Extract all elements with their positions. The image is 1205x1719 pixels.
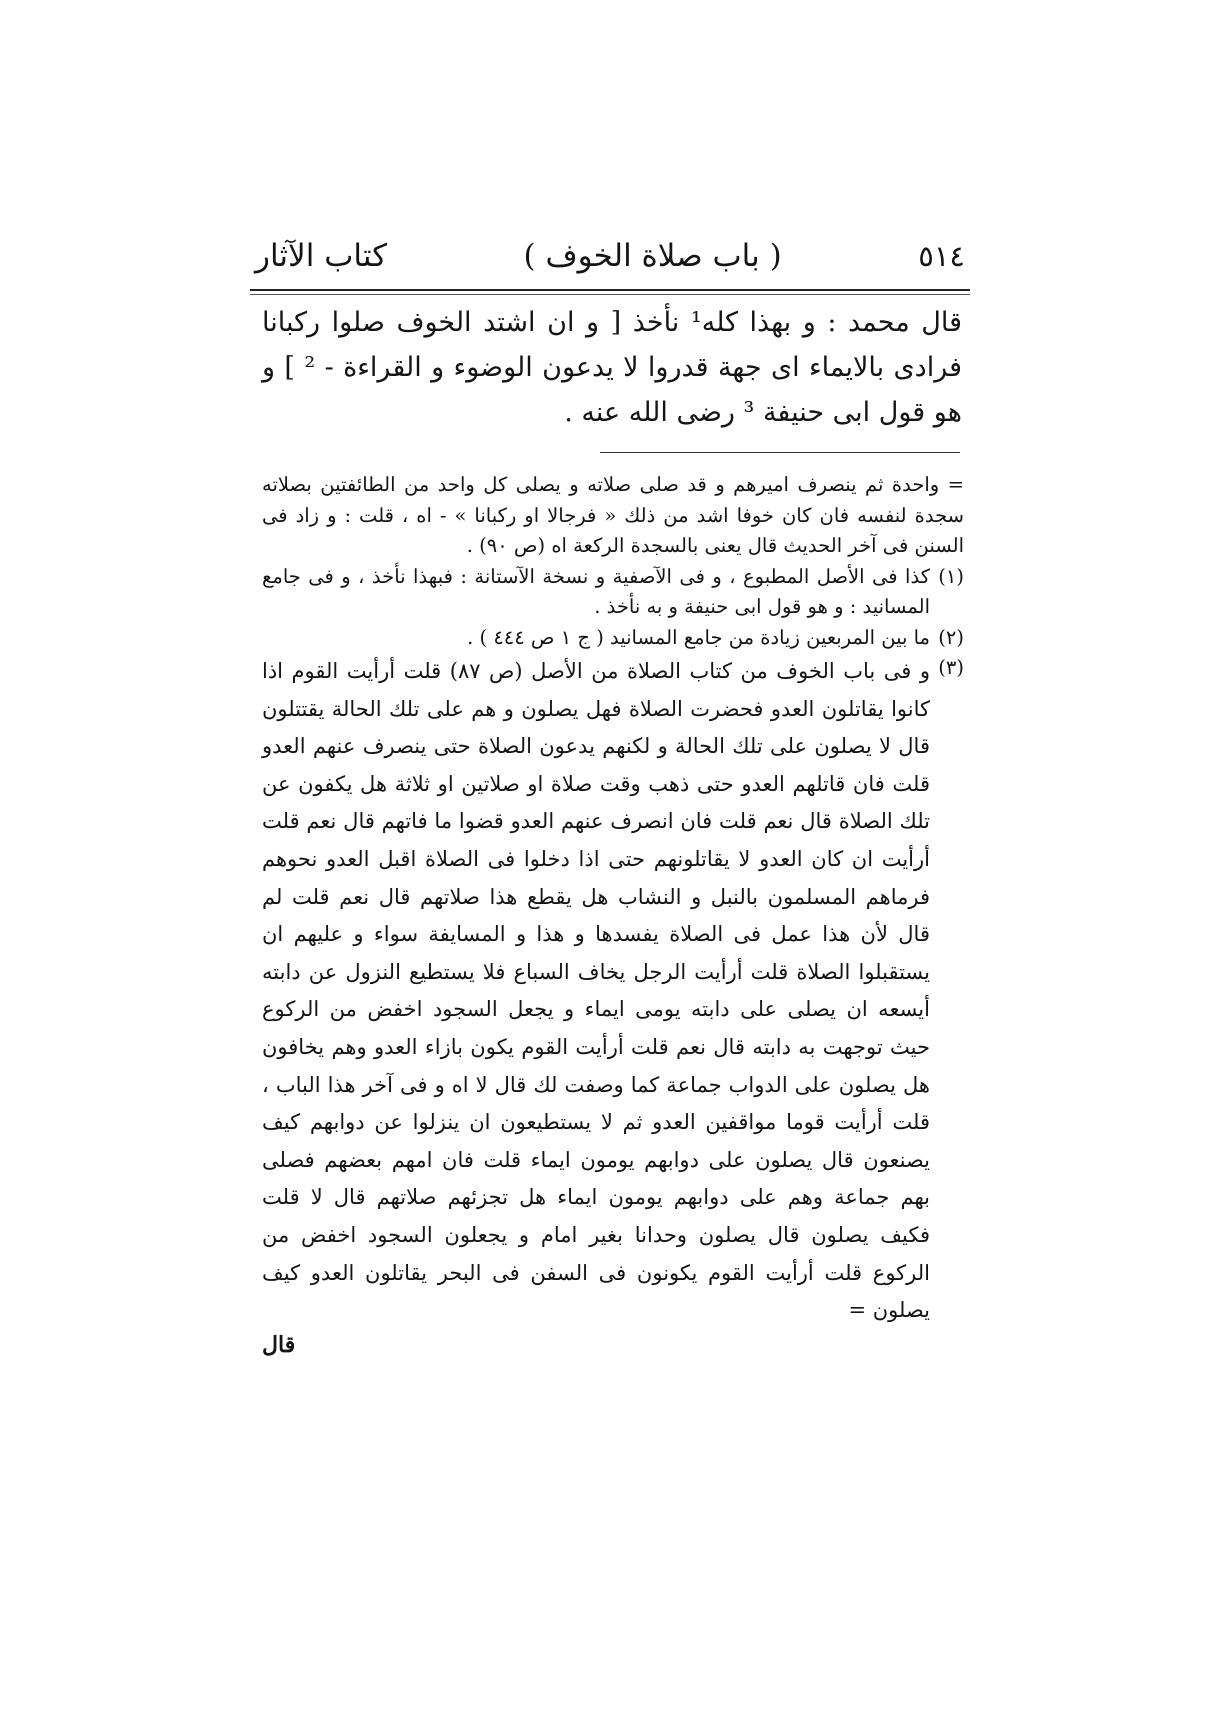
page-number: ٥١٤ (918, 239, 965, 273)
main-text (262, 300, 962, 435)
book-title: كتاب الآثار (255, 238, 387, 274)
footnote-1 (262, 562, 964, 623)
footnote-3 (262, 653, 964, 1330)
chapter-title: ( باب صلاة الخوف ) (523, 238, 782, 274)
main-paragraph: قال محمد : و بهذا كله¹ نأخذ [ و ان اشتد الخوف صلوا ركبانا فرادى بالايماء اى جهة قدروا لا يدعون الوضوء و القراءة - ² ] و هو قول ابى حنيفة ³ رضى الله عنه . (262, 307, 963, 428)
footnotes-section (262, 470, 964, 1360)
footnote-text: ما بين المربعين زيادة من جامع المسانيد ( ج ١ ص ٤٤٤ ) . (467, 625, 930, 649)
header-rule-thin (250, 294, 970, 295)
footnote-number: (٢) (938, 625, 964, 649)
page-header (255, 238, 965, 286)
footnote-2 (262, 623, 964, 654)
footnote-divider (600, 452, 960, 453)
footnote-continuation: = واحدة ثم ينصرف اميرهم و قد صلى صلاته و يصلى كل واحد من الطائفتين بصلاته سجدة لنفسه فان كان خوفا اشد من ذلك « فرجالا او ركبانا » - اه ، قلت : و زاد فى السنن فى آخر الحديث قال يعنى بالسجدة الركعة اه (ص ٩٠) . (262, 473, 964, 557)
footnote-number: (١) (938, 564, 964, 588)
footnote-number: (٣) (938, 656, 964, 679)
header-rule (250, 289, 970, 291)
footnote-text: و فى باب الخوف من كتاب الصلاة من الأصل (ص ٨٧) قلت أرأيت القوم اذا كانوا يقاتلون العدو فحضرت الصلاة فهل يصلون و هم على تلك الحالة يقتتلون قال لا يصلون على تلك الحالة و لكنهم يدعون الصلاة حتى ينصرف عنهم العدو قلت فان قاتلهم العدو حتى ذهب وقت صلاة او صلاتين او ثلاثة هل يكفون عن تلك الصلاة قال نعم قلت فان انصرف عنهم العدو قضوا ما فاتهم قال نعم قلت أرأيت ان كان العدو لا يقاتلونهم حتى اذا دخلوا فى الصلاة اقبل العدو نحوهم فرماهم المسلمون بالنبل و النشاب هل يقطع هذا صلاتهم قال نعم قلت لم قال لأن هذا عمل فى الصلاة يفسدها و هذا و المسايفة سواء و عليهم ان يستقبلوا الصلاة قلت أرأيت الرجل يخاف السباع فلا يستطيع النزول عن دابته أيسعه ان يصلى على دابته يومى ايماء و يجعل السجود اخفض من الركوع حيث توجهت به دابته قال نعم قلت أرأيت القوم يكون بازاء العدو وهم يخافون هل يصلون على الدواب جماعة كما وصفت لك قال لا اه و فى آخر هذا الباب ، قلت أرأيت قوما مواقفين العدو ثم لا يستطيعون ان ينزلوا عن دوابهم كيف يصنعون قال يصلون على دوابهم يومون ايماء قلت فان امهم بعضهم فصلى بهم جماعة وهم على دوابهم يومون ايماء هل تجزئهم صلاتهم قال لا قلت فكيف يصلون قال يصلون وحدانا بغير امام و يجعلون السجود اخفض من الركوع قلت أرأيت القوم يكونون فى السفن فى البحر يقاتلون العدو كيف يصلون = (262, 659, 930, 1323)
footnote-text: كذا فى الأصل المطبوع ، و فى الآصفية و نسخة الآستانة : فبهذا نأخذ ، و فى جامع المسانيد : و هو قول ابى حنيفة و به نأخذ . (262, 564, 930, 618)
catchword: قال (262, 1331, 296, 1358)
